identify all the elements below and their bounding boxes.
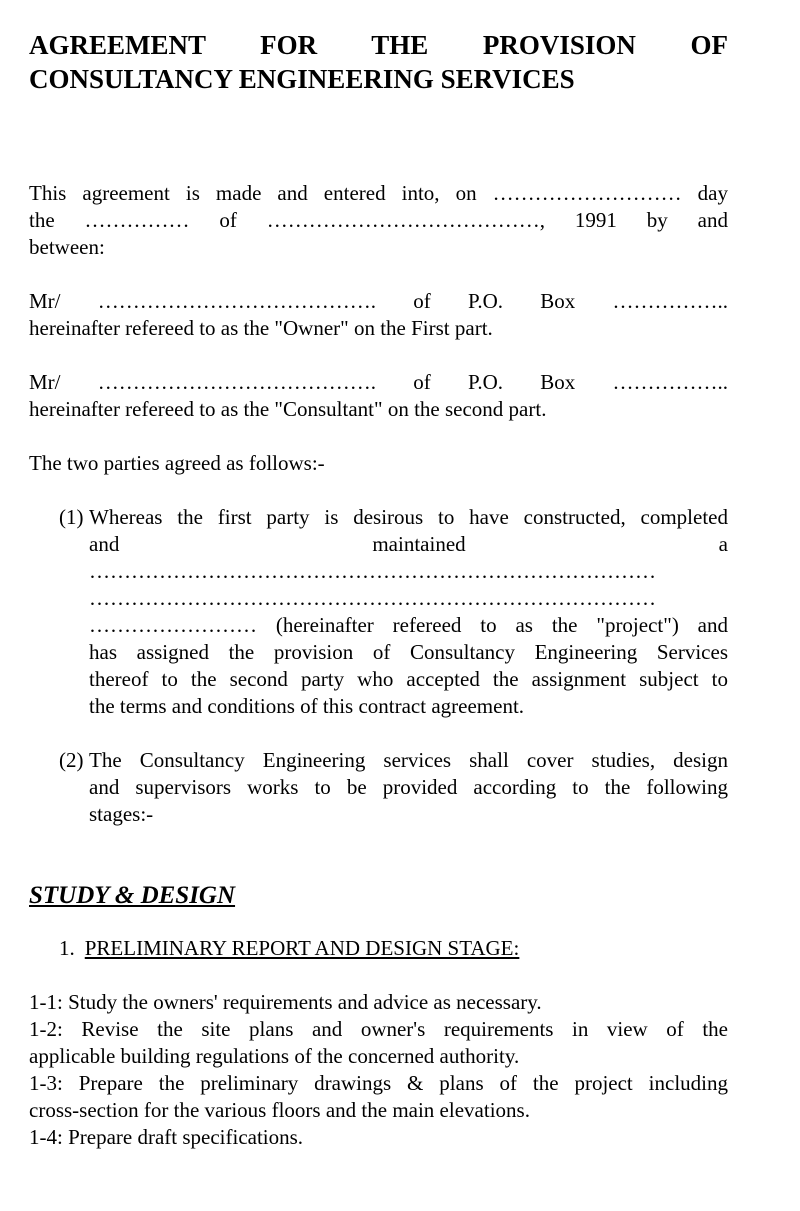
clause-1-line-7: thereof to the second party who accepted the assignment subject to: [89, 667, 728, 691]
clause-1-line-2: and maintained a: [89, 532, 728, 556]
document-body: [29, 180, 728, 828]
clause-2: [29, 747, 728, 828]
item-1-3-line-1: 1-3: Prepare the preliminary drawings & plans of the project including: [29, 1071, 728, 1095]
item-1-4: 1-4: Prepare draft specifications.: [29, 1125, 304, 1149]
stage-heading: [29, 935, 728, 962]
consultant-paragraph: [29, 369, 728, 423]
item-1-2-line-1: 1-2: Revise the site plans and owner's requirements in view of the: [29, 1017, 728, 1041]
intro-line-3: between:: [29, 235, 105, 259]
stage-number: 1.: [59, 936, 75, 960]
stage-section: [29, 935, 728, 1151]
clause-1-line-3: ………………………………………………………………………: [89, 559, 656, 583]
document-page: [29, 28, 728, 1151]
section-heading-study-design: STUDY & DESIGN: [29, 882, 236, 909]
title-line-1: AGREEMENT FOR THE PROVISION OF: [29, 30, 728, 60]
clause-2-number: (2): [59, 748, 84, 772]
clause-1-line-8: the terms and conditions of this contract agreement.: [89, 694, 525, 718]
clause-1-line-4: ………………………………………………………………………: [89, 586, 656, 610]
title-line-2: CONSULTANCY ENGINEERING SERVICES: [29, 64, 575, 94]
clause-1: [29, 504, 728, 720]
intro-paragraph: [29, 180, 728, 261]
owner-line-1: Mr/ …………………………………. of P.O. Box ……………..: [29, 289, 728, 313]
clause-2-line-2: and supervisors works to be provided according to the following: [89, 775, 728, 799]
clause-1-line-1: Whereas the first party is desirous to have constructed, completed: [89, 505, 728, 529]
item-1-3-line-2: cross-section for the various floors and the main elevations.: [29, 1098, 530, 1122]
clause-2-line-3: stages:-: [89, 802, 154, 826]
agreed-text: The two parties agreed as follows:-: [29, 451, 325, 475]
clause-1-line-5: …………………… (hereinafter refereed to as the "project") and: [89, 613, 728, 637]
consultant-line-2: hereinafter refereed to as the "Consultant" on the second part.: [29, 397, 547, 421]
consultant-line-1: Mr/ …………………………………. of P.O. Box ……………..: [29, 370, 728, 394]
stage-title: PRELIMINARY REPORT AND DESIGN STAGE:: [84, 936, 520, 960]
clause-2-line-1: The Consultancy Engineering services shall cover studies, design: [89, 748, 728, 772]
intro-line-2: the …………… of …………………………………, 1991 by and: [29, 208, 728, 232]
item-1-2-line-2: applicable building regulations of the concerned authority.: [29, 1044, 520, 1068]
intro-line-1: This agreement is made and entered into, on ……………………… day: [29, 181, 728, 205]
clause-1-line-6: has assigned the provision of Consultancy Engineering Services: [89, 640, 728, 664]
owner-paragraph: [29, 288, 728, 342]
clause-1-number: (1): [59, 505, 84, 529]
item-1-1: 1-1: Study the owners' requirements and advice as necessary.: [29, 990, 542, 1014]
document-title: [29, 28, 728, 96]
owner-line-2: hereinafter refereed to as the "Owner" on the First part.: [29, 316, 493, 340]
agreed-paragraph: [29, 450, 728, 477]
stage-items: [29, 989, 728, 1151]
